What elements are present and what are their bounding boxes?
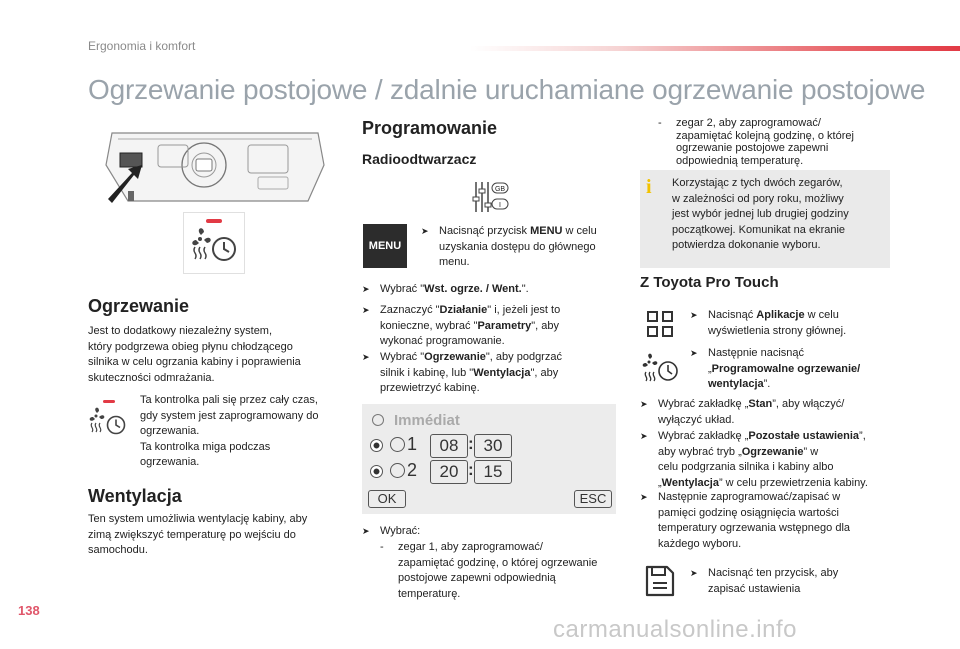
wybrac3-instruction: ➤ Wybrać:	[362, 525, 421, 537]
wentylacja-text: Ten system umożliwia wentylację kabiny, aby zimą zwiększyć temperaturę po wejściu do samochodu.	[88, 513, 308, 556]
wybrac2-instruction: ➤ Wybrać "Ogrzewanie", aby podgrzać silnik i kabinę, lub "Wentylacja", aby przewietrzyć kabinę.	[362, 351, 562, 394]
radio-off-icon	[372, 414, 384, 426]
timer1-number: 1	[407, 434, 418, 454]
heading-wentylacja: Wentylacja	[88, 486, 182, 506]
heater-app-icon	[640, 349, 680, 385]
page-number: 138	[18, 603, 40, 618]
heading-ogrzewanie: Ogrzewanie	[88, 296, 190, 316]
timer1-clock-icon	[390, 437, 405, 452]
timer1-minute-field[interactable]: 30	[474, 434, 512, 458]
heater-timer-icon	[184, 213, 244, 273]
esc-button[interactable]: ESC	[574, 490, 612, 508]
timer2-colon: :	[468, 460, 474, 479]
pozostale-instruction: ➤ Wybrać zakładkę „Pozostałe ustawienia”, aby wybrać tryb „Ogrzewanie” w celu podgrzania silnika i kabiny albo „Wentylacja” w celu przewietrzenia kabiny.	[640, 430, 868, 489]
heading-radioodtwarzacz: Radioodtwarzacz	[362, 151, 477, 167]
apps-instruction: ➤ Nacisnąć Aplikacje w celu wyświetlenia strony głównej.	[690, 309, 847, 337]
indicator-lamp-icon	[85, 398, 131, 444]
apps-grid-icon	[643, 307, 677, 341]
immediate-row	[372, 412, 532, 430]
indicator-icon-box	[85, 398, 131, 444]
page-title: Ogrzewanie postojowe / zdalnie uruchamiane ogrzewanie postojowe	[88, 74, 926, 105]
menu-key: MENU	[363, 224, 407, 268]
stan-instruction: ➤ Wybrać zakładkę „Stan”, aby włączyć/ wyłączyć układ.	[640, 398, 845, 426]
info-box: i Korzystając z tych dwóch zegarów, w zależności od pory roku, możliwy jest wybór jednej lub drugiej godziny początkowej. Komunikat na ekranie potwierdza dokonanie wyboru.	[640, 170, 890, 268]
menu-instruction: ➤ Nacisnąć przycisk MENU w celu uzyskania dostępu do głównego menu.	[421, 225, 597, 268]
heading-toyota-pro-touch: Z Toyota Pro Touch	[640, 274, 779, 291]
section-label: Ergonomia i komfort	[88, 39, 196, 53]
heading-programowanie: Programowanie	[362, 118, 498, 138]
zaznaczyc-instruction: ➤ Zaznaczyć "Działanie" i, jeżeli jest to konieczne, wybrać "Parametry", aby wykonać programowanie.	[362, 304, 561, 347]
radio-settings-icon	[470, 179, 510, 215]
timer2-radio-icon[interactable]	[370, 465, 383, 478]
timer2-minute-field[interactable]: 15	[474, 460, 512, 484]
timer-screen	[362, 404, 616, 514]
indicator-text: Ta kontrolka pali się przez cały czas, gdy system jest zaprogramowany do ogrzewania. Ta kontrolka miga podczas ogrzewania.	[140, 394, 319, 468]
timer1-colon: :	[468, 434, 474, 453]
timer2-clock-icon	[390, 463, 405, 478]
header-accent-bar	[470, 46, 960, 51]
ok-button[interactable]: OK	[368, 490, 406, 508]
heater-icon-box	[183, 212, 245, 274]
timer1-hour-field[interactable]: 08	[430, 434, 468, 458]
next-instruction: ➤ Następnie nacisnąć „Programowalne ogrzewanie/ wentylacja”.	[690, 347, 861, 390]
timer2-hour-field[interactable]: 20	[430, 460, 468, 484]
timer1-radio-icon[interactable]	[370, 439, 383, 452]
timer2-number: 2	[407, 460, 418, 480]
svg-text:I: I	[499, 202, 501, 209]
svg-text:GB: GB	[494, 186, 506, 193]
wybrac-instruction: ➤ Wybrać "Wst. ogrze. / Went.".	[362, 283, 529, 295]
info-icon: i	[646, 176, 652, 198]
dashboard-illustration	[98, 125, 330, 207]
program-instruction: ➤ Następnie zaprogramować/zapisać w pamięci godzinę osiągnięcia wartości temperatury ogrzewania wstępnego dla każdego wyboru.	[640, 491, 851, 550]
ogrzewanie-text: Jest to dodatkowy niezależny system, który podgrzewa obieg płynu chłodzącego silnika w celu ogrzania kabiny i poprawienia skuteczności odmrażania.	[88, 325, 301, 384]
save-instruction: ➤ Nacisnąć ten przycisk, aby zapisać ustawienia	[690, 567, 839, 595]
immediate-label: Immédiat	[394, 412, 460, 429]
save-icon	[643, 563, 677, 599]
timer1-subitem: - zegar 1, aby zaprogramować/ zapamiętać godzinę, o której ogrzewanie postojowe zapewni odpowiednią temperaturę.	[380, 541, 598, 600]
watermark: carmanualsonline.info	[553, 616, 797, 643]
timer2-subitem: - zegar 2, aby zaprogramować/ zapamiętać kolejną godzinę, o której ogrzewanie postojowe zapewni odpowiednią temperaturę.	[658, 117, 854, 167]
